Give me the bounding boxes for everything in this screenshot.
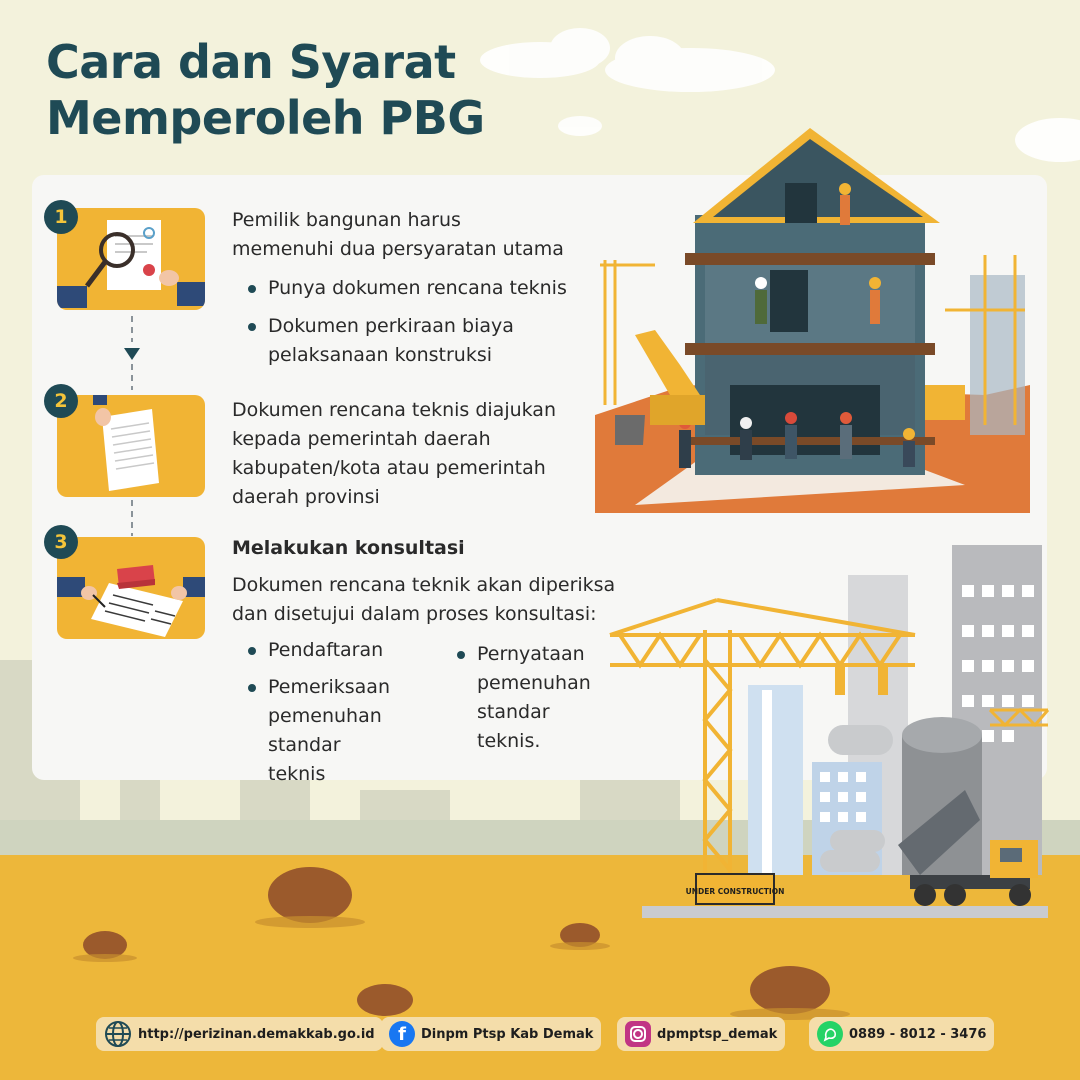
step-3-bullet-2: Pemeriksaan pemenuhan standar teknis — [232, 673, 398, 789]
title-line-1: Cara dan Syarat — [46, 35, 456, 89]
step-1-intro-line-1: Pemilik bangunan harus — [232, 209, 461, 231]
construction-city-illustration — [580, 540, 1060, 920]
step-connector-2 — [122, 498, 142, 538]
instagram-link[interactable] — [617, 1017, 785, 1051]
step-3-bullets-right — [441, 640, 621, 765]
facebook-text: Dinpm Ptsp Kab Demak — [421, 1026, 594, 1042]
step-1-intro-line-2: memenuhi dua persyaratan utama — [232, 238, 564, 260]
page-title — [46, 34, 485, 146]
step-2-line-2: kepada pemerintah daerah — [232, 428, 491, 450]
step-2-line-1: Dokumen rencana teknis diajukan — [232, 399, 556, 421]
step-3-badge: 3 — [44, 525, 78, 559]
step-2-line-3: kabupaten/kota atau pemerintah — [232, 457, 546, 479]
facebook-icon: f — [389, 1021, 415, 1047]
step-3-bullet-1: Pendaftaran — [232, 636, 432, 665]
step-1-bullet-1: Punya dokumen rencana teknis — [232, 274, 592, 303]
step-2-badge: 2 — [44, 384, 78, 418]
step-3-bullet-3: Pernyataan pemenuhan standar teknis. — [441, 640, 617, 756]
step-3-heading: Melakukan konsultasi — [232, 537, 465, 559]
website-text: http://perizinan.demakkab.go.id — [138, 1026, 375, 1042]
construction-house-illustration — [585, 125, 1030, 515]
step-1-bullet-2: Dokumen perkiraan biaya pelaksanaan konstruksi — [232, 312, 558, 370]
step-3-line-1: Dokumen rencana teknik akan diperiksa — [232, 574, 616, 596]
magnifier-document-icon — [57, 208, 205, 310]
step-3-line-2: dan disetujui dalam proses konsultasi: — [232, 603, 597, 625]
arrow-down-icon — [124, 348, 140, 360]
website-link[interactable] — [96, 1017, 383, 1051]
instagram-icon — [625, 1021, 651, 1047]
step-2-line-4: daerah provinsi — [232, 486, 380, 508]
step-1-text — [232, 206, 592, 379]
step-3-text — [232, 534, 632, 629]
step-2-text — [232, 396, 592, 512]
document-icon — [57, 395, 205, 497]
globe-icon — [104, 1020, 132, 1048]
step-1-bullets — [232, 274, 592, 370]
step-connector-1 — [122, 312, 142, 392]
whatsapp-icon — [817, 1021, 843, 1047]
step-3-bullets-left — [232, 636, 432, 798]
under-construction-sign: UNDER CONSTRUCTION — [685, 887, 785, 896]
step-3-illustration — [57, 537, 205, 639]
step-2-illustration — [57, 395, 205, 497]
facebook-link[interactable] — [381, 1017, 601, 1051]
whatsapp-text: 0889 - 8012 - 3476 — [849, 1026, 987, 1042]
title-line-2: Memperoleh PBG — [46, 91, 485, 145]
whatsapp-link[interactable] — [809, 1017, 994, 1051]
step-1-badge: 1 — [44, 200, 78, 234]
step-1-illustration — [57, 208, 205, 310]
signing-icon — [57, 537, 205, 639]
instagram-text: dpmptsp_demak — [657, 1026, 778, 1042]
